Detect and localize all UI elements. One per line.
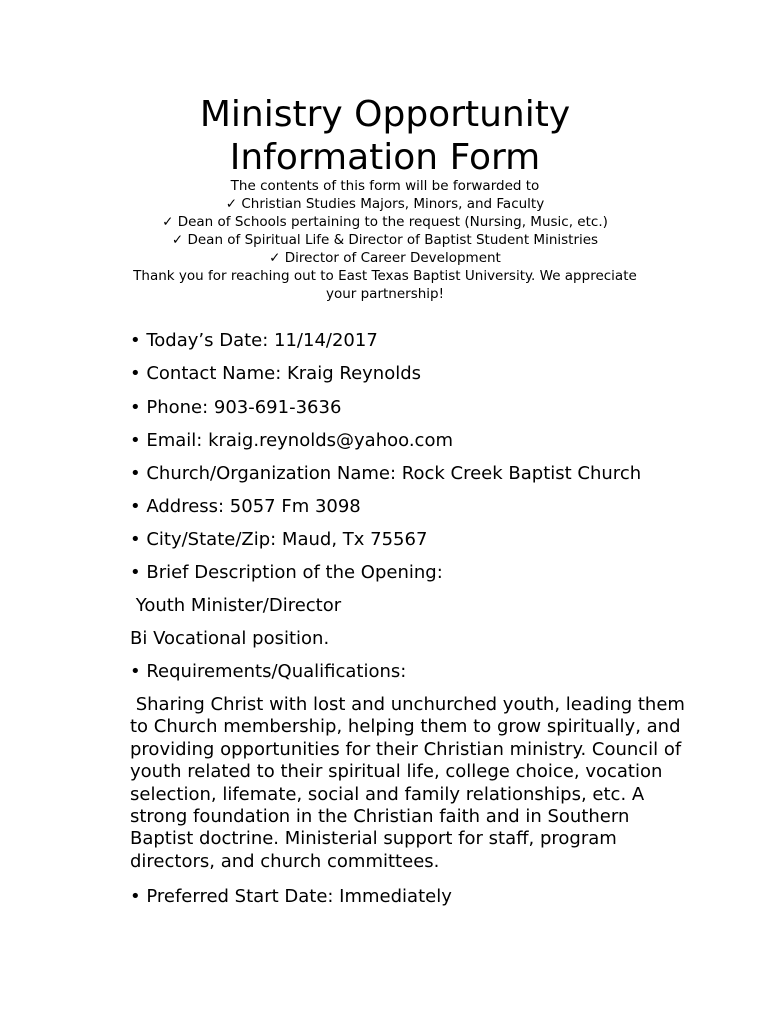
- address-field: • Address: 5057 Fm 3098: [130, 496, 361, 517]
- requirements-line: providing opportunities for their Christian ministry. Council of: [130, 738, 682, 760]
- recipient-item: ✓ Dean of Schools pertaining to the request (Nursing, Music, etc.): [162, 214, 608, 230]
- form-title-line-2: Information Form: [229, 137, 541, 178]
- thanks-text-line-2: your partnership!: [325, 286, 445, 302]
- description-line-2: Bi Vocational position.: [130, 628, 330, 649]
- contact-name-field: • Contact Name: Kraig Reynolds: [130, 363, 422, 384]
- requirements-text: [130, 694, 690, 873]
- recipient-item: ✓ Director of Career Development: [269, 250, 501, 266]
- recipient-item: ✓ Dean of Spiritual Life & Director of Baptist Student Ministries: [171, 232, 599, 248]
- requirements-line: youth related to their spiritual life, college choice, vocation: [130, 761, 663, 783]
- requirements-line: directors, and church committees.: [130, 850, 440, 872]
- email-field: • Email: kraig.reynolds@yahoo.com: [130, 430, 453, 451]
- description-line-1: Youth Minister/Director: [130, 595, 342, 616]
- requirements-line: Baptist doctrine. Ministerial support for staff, program: [130, 828, 617, 850]
- form-title-line-1: Ministry Opportunity: [199, 94, 571, 135]
- intro-lead: The contents of this form will be forwarded to: [230, 178, 540, 194]
- requirements-line: Sharing Christ with lost and unchurched youth, leading them: [130, 694, 685, 715]
- description-label: • Brief Description of the Opening:: [130, 562, 443, 583]
- thanks-text-line-1: Thank you for reaching out to East Texas Baptist University. We appreciate: [133, 268, 637, 284]
- city-state-zip-field: • City/State/Zip: Maud, Tx 75567: [130, 529, 428, 550]
- recipient-item: ✓ Christian Studies Majors, Minors, and Faculty: [225, 196, 545, 212]
- requirements-label: • Requirements/Qualifications:: [130, 661, 407, 682]
- phone-field: • Phone: 903-691-3636: [130, 397, 342, 418]
- church-name-field: • Church/Organization Name: Rock Creek Baptist Church: [130, 463, 642, 484]
- requirements-line: strong foundation in the Christian faith and in Southern: [130, 806, 630, 828]
- requirements-line: to Church membership, helping them to grow spiritually, and: [130, 716, 681, 738]
- start-date-field: • Preferred Start Date: Immediately: [130, 886, 452, 907]
- todays-date-field: • Today’s Date: 11/14/2017: [130, 330, 378, 351]
- requirements-line: selection, lifemate, social and family relationships, etc. A: [130, 783, 645, 805]
